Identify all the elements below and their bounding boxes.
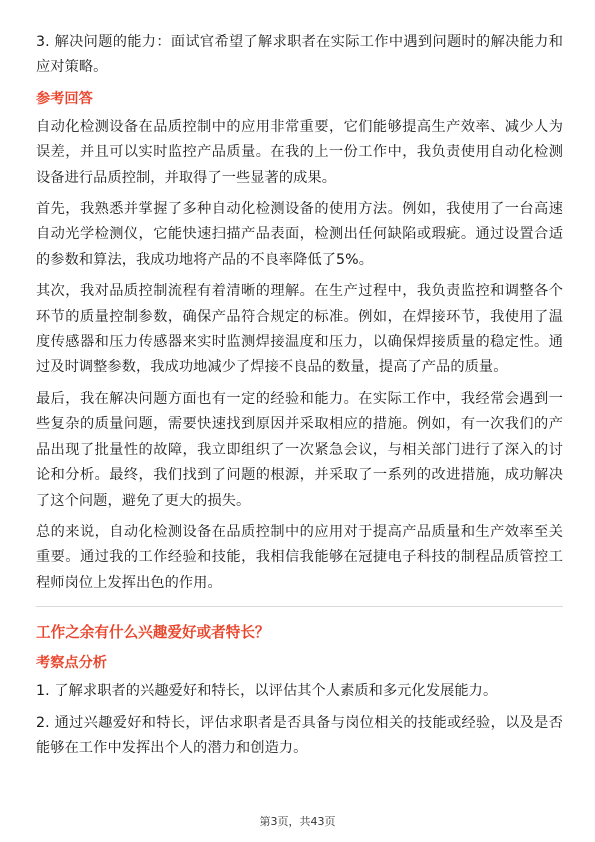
answer-paragraph: 其次，我对品质控制流程有着清晰的理解。在生产过程中，我负责监控和调整各个环节的质量控制参数，确保产品符合规定的标准。例如，在焊接环节，我使用了温度传感器和压力传感器来实时监测焊接温度和压力，以确保焊接质量的稳定性。通过及时调整参数，我成功地减少了焊接不良品的数量，提高了产品的质量。 bbox=[36, 283, 563, 376]
answer-paragraph: 最后，我在解决问题方面也有一定的经验和能力。在实际工作中，我经常会遇到一些复杂的质量问题，需要快速找到原因并采取相应的措施。例如，有一次我们的产品出现了批量性的故障，我立即组织了一次紧急会议，与相关部门进行了深入的讨论和分析。最终，我们找到了问题的根源，并采取了一系列的改进措施，成功解决了这个问题，避免了更大的损失。 bbox=[36, 390, 563, 509]
analysis-label: 考察点分析 bbox=[36, 655, 107, 672]
page-footer: 第3页，共43页 bbox=[259, 815, 336, 828]
next-question-heading: 工作之余有什么兴趣爱好或者特长？ bbox=[36, 624, 270, 642]
intro-item: 3. 解决问题的能力：面试官希望了解求职者在实际工作中遇到问题时的解决能力和应对策略。 bbox=[36, 34, 563, 76]
answer-paragraph: 首先，我熟悉并掌握了多种自动化检测设备的使用方法。例如，我使用了一台高速自动光学检测仪，它能快速扫描产品表面，检测出任何缺陷或瑕疵。通过设置合适的参数和算法，我成功地将产品的不良率降低了5%。 bbox=[36, 201, 563, 268]
answer-paragraph: 总的来说，自动化检测设备在品质控制中的应用对于提高产品质量和生产效率至关重要。通过我的工作经验和技能，我相信我能够在冠捷电子科技的制程品质管控工程师岗位上发挥出色的作用。 bbox=[36, 523, 563, 591]
answer-label: 参考回答 bbox=[36, 90, 93, 107]
answer-paragraph: 自动化检测设备在品质控制中的应用非常重要，它们能够提高生产效率、减少人为误差，并且可以实时监控产品质量。在我的上一份工作中，我负责使用自动化检测设备进行品质控制，并取得了一些显著的成果。 bbox=[36, 118, 563, 186]
section-divider bbox=[36, 606, 563, 607]
analysis-item: 1. 了解求职者的兴趣爱好和特长，以评估其个人素质和多元化发展能力。 bbox=[36, 683, 498, 700]
document-page bbox=[36, 30, 563, 767]
analysis-item: 2. 通过兴趣爱好和特长，评估求职者是否具备与岗位相关的技能或经验，以及是否能够在工作中发挥出个人的潜力和创造力。 bbox=[36, 714, 563, 756]
